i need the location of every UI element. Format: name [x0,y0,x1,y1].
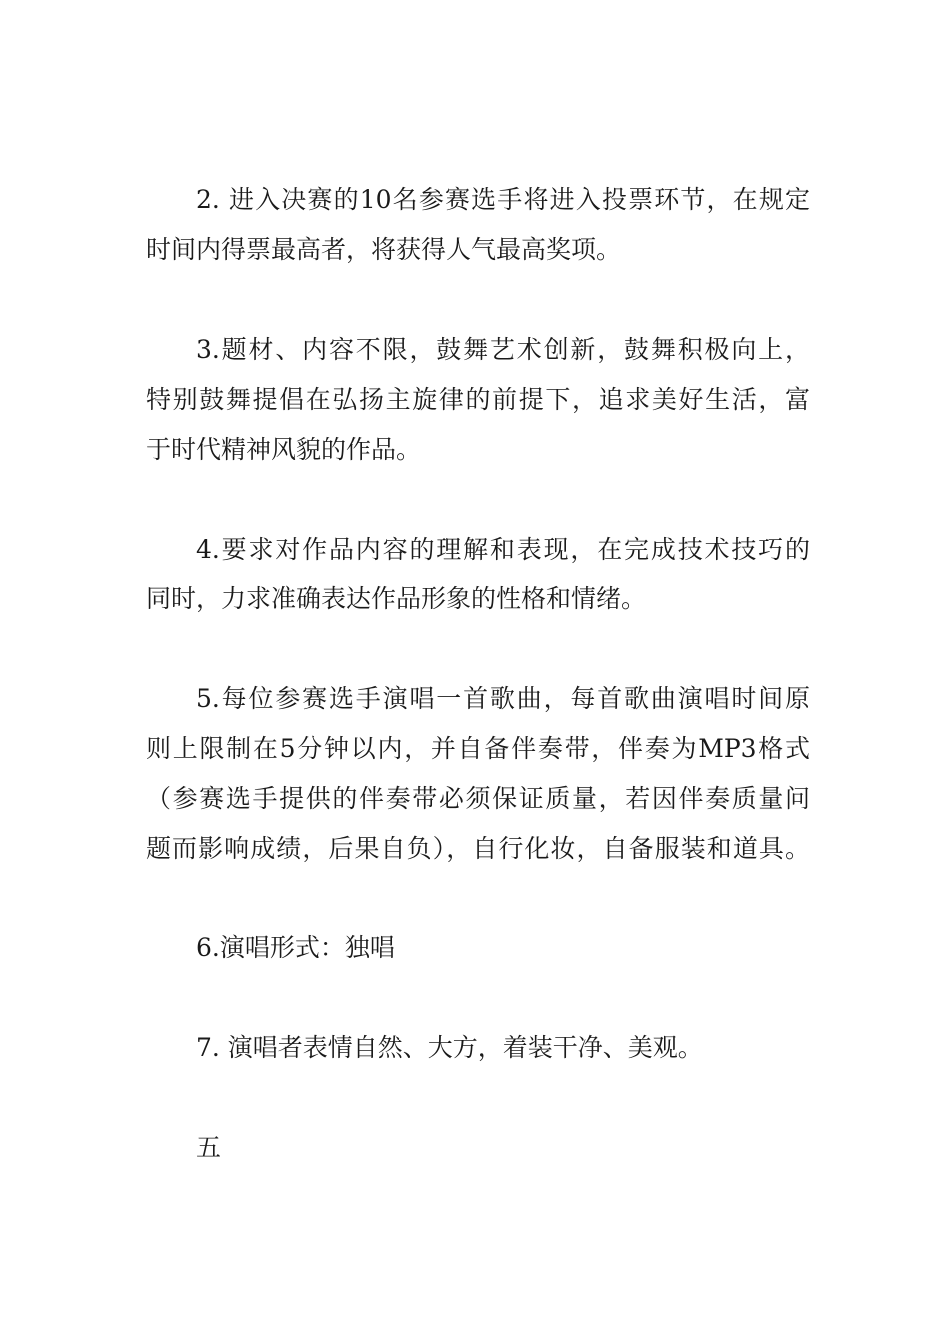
section-heading-five: 五 [196,1133,222,1162]
paragraph-5-line-4: 题而影响成绩，后果自负），自行化妆，自备服装和道具。 [146,834,810,863]
paragraph-3-line-1: 3.题材、内容不限，鼓舞艺术创新，鼓舞积极向上， [196,335,810,364]
paragraph-3-line-3: 于时代精神风貌的作品。 [146,435,422,464]
paragraph-5-line-2: 则上限制在5分钟以内，并自备伴奏带，伴奏为MP3格式 [146,734,810,763]
paragraph-3-line-2: 特别鼓舞提倡在弘扬主旋律的前提下，追求美好生活，富 [146,385,810,414]
paragraph-2-line-1: 2. 进入决赛的10名参赛选手将进入投票环节，在规定 [196,185,810,214]
paragraph-5-line-1: 5.每位参赛选手演唱一首歌曲，每首歌曲演唱时间原 [196,684,810,713]
paragraph-4-line-2: 同时，力求准确表达作品形象的性格和情绪。 [146,584,647,613]
paragraph-7-line-1: 7. 演唱者表情自然、大方，着装干净、美观。 [196,1033,703,1062]
paragraph-2-line-2: 时间内得票最高者，将获得人气最高奖项。 [146,235,622,264]
paragraph-4-line-1: 4.要求对作品内容的理解和表现，在完成技术技巧的 [196,535,810,564]
paragraph-6-line-1: 6.演唱形式：独唱 [196,933,395,962]
paragraph-5-line-3: （参赛选手提供的伴奏带必须保证质量，若因伴奏质量问 [146,784,810,813]
